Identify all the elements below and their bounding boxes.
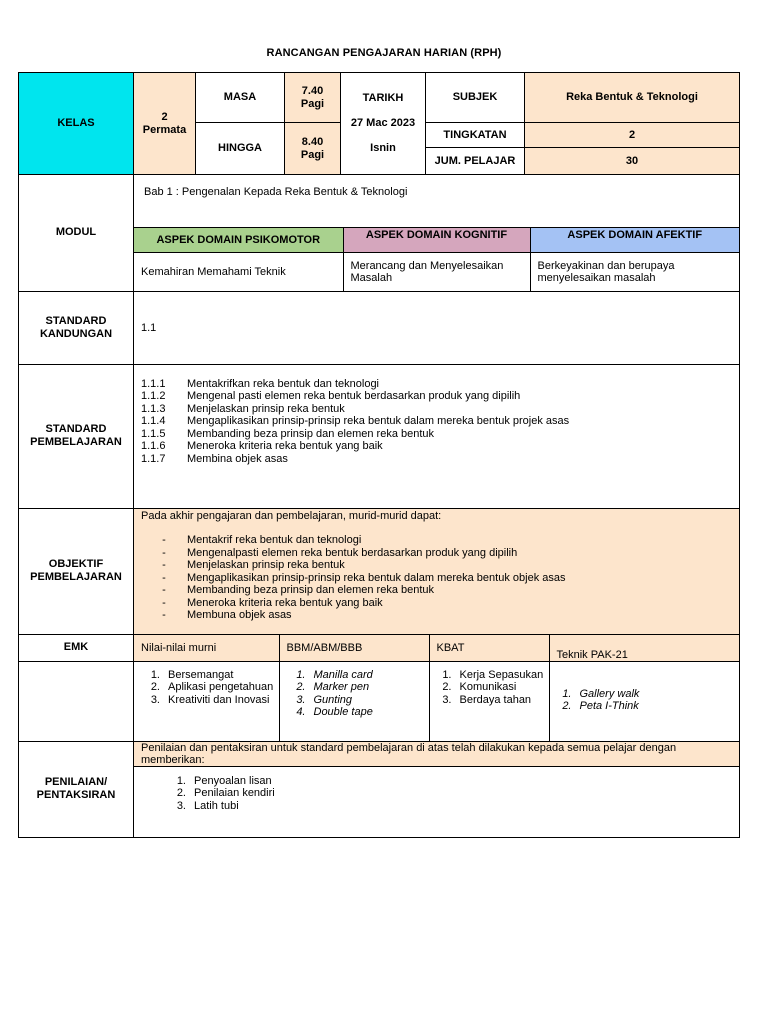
domain-psikomotor-value: Kemahiran Memahami Teknik: [134, 253, 343, 291]
emk-content: [134, 661, 740, 741]
item-number: 2.: [176, 787, 186, 799]
penilaian-item: [164, 787, 739, 800]
standard-pembelajaran-content: [134, 364, 740, 508]
bbm-item: [284, 694, 425, 707]
penilaian-list: [134, 767, 739, 813]
tingkatan-value: 2: [525, 123, 740, 148]
standard-kandungan-label: STANDARD KANDUNGAN: [19, 291, 134, 364]
subjek-label: SUBJEK: [426, 73, 525, 123]
emk-label: EMK: [19, 634, 134, 661]
nilai-item: [138, 681, 275, 694]
item-text: Peta I-Think: [579, 700, 639, 712]
item-text: Kerja Sepasukan: [459, 668, 544, 681]
kelas-label: KELAS: [19, 73, 134, 175]
dash-bullet: -: [162, 596, 166, 609]
nilai-item: [138, 694, 275, 707]
item-number: 1.1.7: [141, 452, 166, 465]
domain-table: [134, 227, 739, 291]
hingga-label: HINGGA: [196, 123, 285, 175]
jum-pelajar-label: JUM. PELAJAR: [426, 148, 525, 175]
standard-pembelajaran-list: [141, 378, 732, 466]
emk-content-table: [134, 662, 739, 741]
masa-value: 7.40 Pagi: [285, 73, 341, 123]
emk-header-table: [134, 635, 739, 661]
kbat-item: [430, 694, 545, 707]
standard-pembelajaran-item: [141, 390, 732, 403]
nilai-list: [138, 669, 275, 707]
bbm-list: [284, 669, 425, 719]
item-number: 2.: [562, 700, 572, 712]
subjek-value: Reka Bentuk & Teknologi: [525, 73, 740, 123]
tarikh-date: 27 Mac 2023: [350, 117, 416, 129]
emk-kbat-cell: [429, 662, 549, 741]
item-number: 1.1.4: [141, 415, 166, 427]
emk-nilai-cell: [134, 662, 279, 741]
item-text: Membina objek asas: [187, 452, 288, 465]
item-number: 1.: [150, 668, 160, 681]
pak21-list: [550, 688, 736, 713]
item-text: Mengenal pasti elemen reka bentuk berdasarkan produk yang dipilih: [187, 390, 521, 402]
emk-col-bbm: BBM/ABM/BBB: [279, 635, 429, 661]
dash-bullet: -: [162, 546, 166, 559]
kbat-item: [430, 669, 545, 682]
jum-pelajar-value: 30: [525, 148, 740, 175]
item-number: 3.: [150, 693, 160, 706]
pak21-item: [550, 700, 736, 713]
item-number: 1.: [442, 668, 452, 681]
objektif-item: [141, 597, 732, 610]
pak21-item: [550, 688, 736, 701]
domain-afektif-value: Berkeyakinan dan berupaya menyelesaikan masalah: [530, 253, 739, 291]
penilaian-item: [164, 800, 739, 813]
emk-col-kbat: KBAT: [429, 635, 549, 661]
standard-pembelajaran-item: [141, 428, 732, 441]
tingkatan-label: TINGKATAN: [426, 123, 525, 148]
kelas-value: 2 Permata: [134, 73, 196, 175]
standard-kandungan-value: 1.1: [134, 291, 740, 364]
item-text: Mengaplikasikan prinsip-prinsip reka bentuk dalam mereka bentuk projek asas: [187, 415, 570, 427]
dash-bullet: -: [162, 609, 166, 621]
hingga-value: 8.40 Pagi: [285, 123, 341, 175]
item-number: 1.1.1: [141, 377, 166, 390]
item-text: Bersemangat: [168, 668, 234, 681]
dash-bullet: -: [162, 584, 166, 596]
item-text: Menjelaskan prinsip reka bentuk: [187, 559, 345, 571]
standard-pembelajaran-item: [141, 378, 732, 391]
item-text: Penyoalan lisan: [194, 774, 272, 787]
item-text: Mentakrif reka bentuk dan teknologi: [187, 534, 362, 546]
kbat-list: [430, 669, 545, 707]
penilaian-intro: Penilaian dan pentaksiran untuk standard pembelajaran di atas telah dilakukan kepada semua pelajar dengan memberikan:: [134, 742, 739, 767]
item-text: Mengaplikasikan prinsip-prinsip reka bentuk dalam mereka bentuk objek asas: [187, 571, 566, 584]
emk-col-pak21: Teknik PAK-21: [549, 635, 739, 661]
objektif-label: OBJEKTIF PEMBELAJARAN: [19, 508, 134, 634]
emk-empty-cell: [19, 661, 134, 741]
item-text: Penilaian kendiri: [194, 787, 275, 799]
standard-pembelajaran-label: STANDARD PEMBELAJARAN: [19, 364, 134, 508]
item-number: 3.: [176, 799, 186, 812]
item-number: 1.: [176, 774, 186, 787]
item-text: Mengenalpasti elemen reka bentuk berdasarkan produk yang dipilih: [187, 546, 518, 559]
objektif-item: [141, 572, 732, 585]
item-text: Double tape: [313, 706, 373, 718]
domain-kognitif-title: ASPEK DOMAIN KOGNITIF: [343, 228, 530, 253]
standard-pembelajaran-item: [141, 440, 732, 453]
objektif-item: [141, 534, 732, 547]
domain-afektif-title: ASPEK DOMAIN AFEKTIF: [530, 228, 739, 253]
modul-content: [134, 175, 740, 292]
item-number: 1.1.2: [141, 390, 166, 402]
item-text: Latih tubi: [194, 799, 239, 812]
penilaian-item: [164, 775, 739, 788]
tarikh-label: TARIKH: [362, 92, 404, 104]
item-text: Menjelaskan prinsip reka bentuk: [187, 402, 345, 415]
objektif-item: [141, 547, 732, 560]
nilai-item: [138, 669, 275, 682]
objektif-intro: Pada akhir pengajaran dan pembelajaran, murid-murid dapat:: [141, 509, 442, 522]
objektif-item: [141, 584, 732, 597]
standard-pembelajaran-item: [141, 453, 732, 466]
item-number: 1.1.3: [141, 402, 166, 415]
item-text: Meneroka kriteria reka bentuk yang baik: [187, 596, 383, 609]
item-text: Komunikasi: [459, 681, 517, 693]
document-title: RANCANGAN PENGAJARAN HARIAN (RPH): [266, 47, 502, 59]
item-text: Gallery walk: [579, 687, 640, 700]
item-number: 3.: [296, 693, 306, 706]
item-number: 1.: [296, 668, 306, 681]
emk-pak21-cell: [549, 662, 739, 741]
item-number: 1.: [562, 687, 572, 700]
item-number: 1.1.6: [141, 440, 166, 452]
objektif-content: [134, 508, 740, 634]
item-text: Membuna objek asas: [187, 609, 292, 621]
standard-pembelajaran-item: [141, 415, 732, 428]
penilaian-content: [134, 741, 740, 837]
item-text: Aplikasi pengetahuan: [168, 681, 274, 693]
modul-bab: Bab 1 : Pengenalan Kepada Reka Bentuk & Teknologi: [144, 186, 408, 198]
item-text: Gunting: [313, 693, 353, 706]
item-number: 2.: [296, 681, 306, 693]
domain-kognitif-value: Merancang dan Menyelesaikan Masalah: [343, 253, 530, 291]
item-number: 2.: [442, 681, 452, 693]
bbm-item: [284, 681, 425, 694]
item-number: 1.1.5: [141, 427, 166, 440]
item-text: Mentakrifkan reka bentuk dan teknologi: [187, 377, 380, 390]
modul-label: MODUL: [19, 175, 134, 292]
emk-col-nilai: Nilai-nilai murni: [134, 635, 279, 661]
item-text: Manilla card: [313, 668, 373, 681]
emk-bbm-cell: [279, 662, 429, 741]
item-number: 4.: [296, 706, 306, 718]
kbat-item: [430, 681, 545, 694]
dash-bullet: -: [162, 571, 166, 584]
item-text: Kreativiti dan Inovasi: [168, 693, 270, 706]
dash-bullet: -: [162, 534, 166, 546]
tarikh-cell: [341, 73, 426, 175]
dash-bullet: -: [162, 559, 166, 571]
item-number: 2.: [150, 681, 160, 693]
bbm-item: [284, 706, 425, 719]
item-text: Membanding beza prinsip dan elemen reka bentuk: [187, 427, 435, 440]
emk-headers: [134, 634, 740, 661]
domain-psikomotor-title: ASPEK DOMAIN PSIKOMOTOR: [134, 228, 343, 253]
item-text: Meneroka kriteria reka bentuk yang baik: [187, 440, 383, 452]
item-text: Membanding beza prinsip dan elemen reka bentuk: [187, 584, 435, 596]
objektif-item: [141, 609, 732, 622]
item-text: Marker pen: [313, 681, 370, 693]
masa-label: MASA: [196, 73, 285, 123]
tarikh-day: Isnin: [370, 142, 396, 154]
penilaian-label: PENILAIAN/ PENTAKSIRAN: [19, 741, 134, 837]
bbm-item: [284, 669, 425, 682]
standard-pembelajaran-item: [141, 403, 732, 416]
objektif-item: [141, 559, 732, 572]
objektif-list: [141, 534, 732, 622]
item-text: Berdaya tahan: [459, 693, 532, 706]
rph-table: [18, 72, 740, 838]
item-number: 3.: [442, 693, 452, 706]
